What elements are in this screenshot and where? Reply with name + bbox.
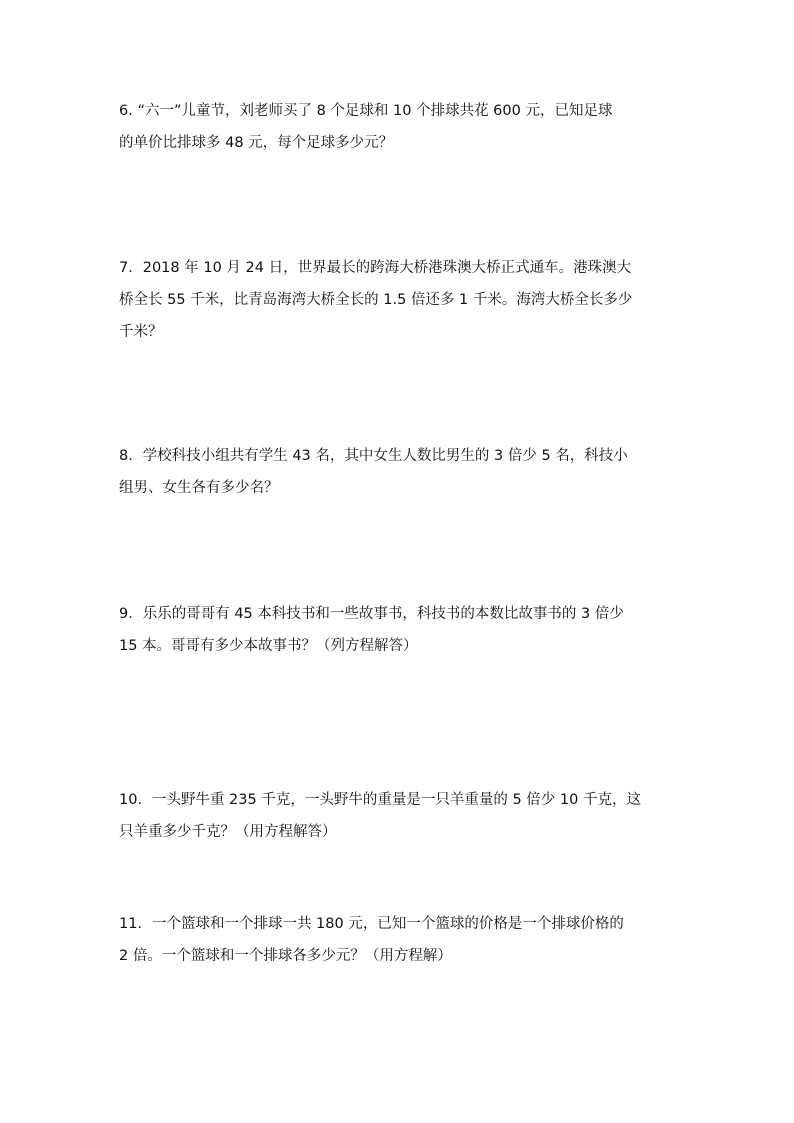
problem-line: 15 本。哥哥有多少本故事书？（列方程解答） (119, 638, 418, 654)
problem-line: 10．一头野牛重 235 千克，一头野牛的重量是一只羊重量的 5 倍少 10 千克，这 (119, 792, 641, 808)
problem-10 (119, 784, 675, 848)
problem-line: 桥全长 55 千米，比青岛海湾大桥全长的 1.5 倍还多 1 千米。海湾大桥全长多少 (119, 292, 633, 308)
problem-line: 2 倍。一个篮球和一个排球各多少元？（用方程解） (119, 948, 452, 964)
problem-6 (119, 95, 675, 159)
problem-line: 只羊重多少千克？（用方程解答） (119, 824, 337, 840)
problem-line: 的单价比排球多 48 元，每个足球多少元？ (119, 135, 394, 151)
problem-11 (119, 908, 675, 972)
problem-line: 千米？ (119, 324, 163, 340)
problem-7 (119, 252, 675, 348)
problem-line: 组男、女生各有多少名？ (119, 480, 279, 496)
problem-line: 7．2018 年 10 月 24 日，世界最长的跨海大桥港珠澳大桥正式通车。港珠澳大 (119, 260, 632, 276)
problem-line: 9．乐乐的哥哥有 45 本科技书和一些故事书，科技书的本数比故事书的 3 倍少 (119, 606, 624, 622)
problem-9 (119, 598, 675, 662)
problem-line: 8．学校科技小组共有学生 43 名，其中女生人数比男生的 3 倍少 5 名，科技小 (119, 448, 628, 464)
problem-8 (119, 440, 675, 504)
problem-line: 11．一个篮球和一个排球一共 180 元，已知一个篮球的价格是一个排球价格的 (119, 916, 624, 932)
problem-line: 6. “六一”儿童节，刘老师买了 8 个足球和 10 个排球共花 600 元，已知足球 (119, 103, 613, 119)
